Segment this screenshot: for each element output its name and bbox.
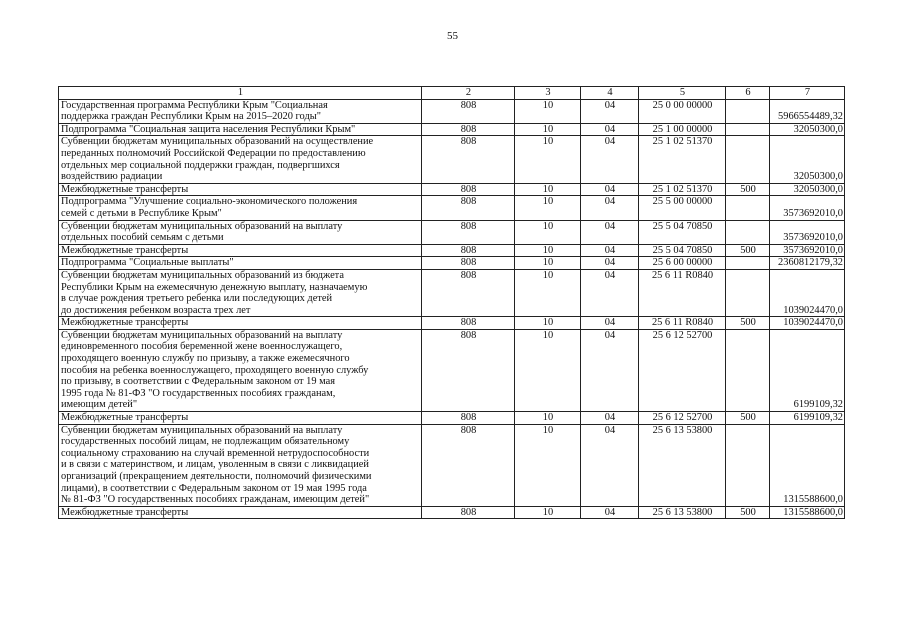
ministry-code-cell: 808 — [422, 220, 515, 244]
item-name-cell: Субвенции бюджетам муниципальных образований на выплату единовременного пособия беременной жене военнослужащего, проходящего военную службу по призыву, а также ежемесячного пособия на ребенка военнослужащего, проходящего военную службу по призыву, в соответствии с Федеральным законом от 19 мая 1995 года № 81-ФЗ "О государственных пособиях гражданам, имеющим детей" — [59, 329, 422, 411]
target-item-code-cell: 25 1 02 51370 — [639, 136, 726, 183]
ministry-code-cell: 808 — [422, 136, 515, 183]
target-item-code-cell: 25 6 12 52700 — [639, 329, 726, 411]
amount-cell: 1315588600,0 — [770, 506, 845, 519]
subsection-code-cell: 04 — [581, 424, 639, 506]
section-code-cell: 10 — [515, 257, 581, 270]
target-item-code-cell: 25 1 02 51370 — [639, 183, 726, 196]
expense-type-code-cell — [726, 269, 770, 316]
subsection-code-cell: 04 — [581, 99, 639, 123]
amount-cell: 1315588600,0 — [770, 424, 845, 506]
section-code-cell: 10 — [515, 183, 581, 196]
item-name-cell: Межбюджетные трансферты — [59, 506, 422, 519]
expense-type-code-cell: 500 — [726, 183, 770, 196]
subsection-code-cell: 04 — [581, 257, 639, 270]
subsection-code-cell: 04 — [581, 329, 639, 411]
header-row — [59, 87, 845, 100]
section-code-cell: 10 — [515, 123, 581, 136]
section-code-cell: 10 — [515, 506, 581, 519]
ministry-code-cell: 808 — [422, 183, 515, 196]
expense-type-code-cell: 500 — [726, 506, 770, 519]
target-item-code-cell: 25 5 04 70850 — [639, 220, 726, 244]
item-name-cell: Субвенции бюджетам муниципальных образований на выплату отдельных пособий семьям с детьми — [59, 220, 422, 244]
header-col-2: 2 — [422, 87, 515, 100]
amount-cell: 2360812179,32 — [770, 257, 845, 270]
section-code-cell: 10 — [515, 196, 581, 220]
budget-table — [58, 86, 845, 519]
target-item-code-cell: 25 6 11 R0840 — [639, 317, 726, 330]
section-code-cell: 10 — [515, 136, 581, 183]
subsection-code-cell: 04 — [581, 220, 639, 244]
item-name-cell: Межбюджетные трансферты — [59, 317, 422, 330]
section-code-cell: 10 — [515, 220, 581, 244]
ministry-code-cell: 808 — [422, 317, 515, 330]
item-name-cell: Подпрограмма "Социальные выплаты" — [59, 257, 422, 270]
expense-type-code-cell: 500 — [726, 244, 770, 257]
item-name-cell: Подпрограмма "Улучшение социально-экономического положения семей с детьми в Республике Крым" — [59, 196, 422, 220]
header-col-1: 1 — [59, 87, 422, 100]
target-item-code-cell: 25 5 04 70850 — [639, 244, 726, 257]
expense-type-code-cell — [726, 99, 770, 123]
expense-type-code-cell: 500 — [726, 317, 770, 330]
ministry-code-cell: 808 — [422, 424, 515, 506]
subsection-code-cell: 04 — [581, 412, 639, 425]
header-col-3: 3 — [515, 87, 581, 100]
table-row — [59, 244, 845, 257]
item-name-cell: Межбюджетные трансферты — [59, 183, 422, 196]
table-row — [59, 317, 845, 330]
section-code-cell: 10 — [515, 269, 581, 316]
amount-cell: 1039024470,0 — [770, 269, 845, 316]
ministry-code-cell: 808 — [422, 412, 515, 425]
table-row — [59, 220, 845, 244]
section-code-cell: 10 — [515, 412, 581, 425]
subsection-code-cell: 04 — [581, 269, 639, 316]
ministry-code-cell: 808 — [422, 329, 515, 411]
ministry-code-cell: 808 — [422, 99, 515, 123]
amount-cell: 6199109,32 — [770, 412, 845, 425]
table-row — [59, 123, 845, 136]
table-row — [59, 136, 845, 183]
page-number: 55 — [447, 30, 458, 42]
table-row — [59, 412, 845, 425]
amount-cell: 3573692010,0 — [770, 196, 845, 220]
section-code-cell: 10 — [515, 424, 581, 506]
target-item-code-cell: 25 6 13 53800 — [639, 424, 726, 506]
table-row — [59, 183, 845, 196]
expense-type-code-cell: 500 — [726, 412, 770, 425]
table-row — [59, 269, 845, 316]
amount-cell: 6199109,32 — [770, 329, 845, 411]
subsection-code-cell: 04 — [581, 244, 639, 257]
item-name-cell: Субвенции бюджетам муниципальных образований из бюджета Республики Крым на ежемесячную денежную выплату, назначаемую в случае рождения третьего ребенка или последующих детей до достижения ребенком возраста трех лет — [59, 269, 422, 316]
amount-cell: 3573692010,0 — [770, 244, 845, 257]
item-name-cell: Субвенции бюджетам муниципальных образований на выплату государственных пособий лицам, не подлежащим обязательному социальному страхованию на случай временной нетрудоспособности и в связи с материнством, и лицам, уволенным в связи с ликвидацией организаций (прекращением деятельности, полномочий физическими лицами), в соответствии с Федеральным законом от 19 мая 1995 года № 81-ФЗ "О государственных пособиях гражданам, имеющим детей" — [59, 424, 422, 506]
expense-type-code-cell — [726, 257, 770, 270]
subsection-code-cell: 04 — [581, 183, 639, 196]
table-row — [59, 99, 845, 123]
ministry-code-cell: 808 — [422, 506, 515, 519]
section-code-cell: 10 — [515, 99, 581, 123]
ministry-code-cell: 808 — [422, 257, 515, 270]
amount-cell: 32050300,0 — [770, 136, 845, 183]
subsection-code-cell: 04 — [581, 196, 639, 220]
target-item-code-cell: 25 6 13 53800 — [639, 506, 726, 519]
item-name-cell: Субвенции бюджетам муниципальных образований на осуществление переданных полномочий Российской Федерации по предоставлению отдельных мер социальной поддержки граждан, подвергшихся воздействию радиации — [59, 136, 422, 183]
item-name-cell: Межбюджетные трансферты — [59, 244, 422, 257]
table-row — [59, 424, 845, 506]
target-item-code-cell: 25 5 00 00000 — [639, 196, 726, 220]
amount-cell: 1039024470,0 — [770, 317, 845, 330]
target-item-code-cell: 25 6 12 52700 — [639, 412, 726, 425]
table-row — [59, 257, 845, 270]
target-item-code-cell: 25 6 00 00000 — [639, 257, 726, 270]
header-col-4: 4 — [581, 87, 639, 100]
table-row — [59, 329, 845, 411]
amount-cell: 32050300,0 — [770, 183, 845, 196]
subsection-code-cell: 04 — [581, 123, 639, 136]
ministry-code-cell: 808 — [422, 196, 515, 220]
subsection-code-cell: 04 — [581, 136, 639, 183]
header-col-6: 6 — [726, 87, 770, 100]
header-col-5: 5 — [639, 87, 726, 100]
ministry-code-cell: 808 — [422, 269, 515, 316]
expense-type-code-cell — [726, 424, 770, 506]
table-body — [59, 99, 845, 519]
expense-type-code-cell — [726, 136, 770, 183]
header-col-7: 7 — [770, 87, 845, 100]
amount-cell: 32050300,0 — [770, 123, 845, 136]
target-item-code-cell: 25 6 11 R0840 — [639, 269, 726, 316]
expense-type-code-cell — [726, 123, 770, 136]
amount-cell: 3573692010,0 — [770, 220, 845, 244]
section-code-cell: 10 — [515, 244, 581, 257]
expense-type-code-cell — [726, 329, 770, 411]
item-name-cell: Подпрограмма "Социальная защита населения Республики Крым" — [59, 123, 422, 136]
expense-type-code-cell — [726, 196, 770, 220]
section-code-cell: 10 — [515, 317, 581, 330]
amount-cell: 5966554489,32 — [770, 99, 845, 123]
table-row — [59, 506, 845, 519]
item-name-cell: Межбюджетные трансферты — [59, 412, 422, 425]
item-name-cell: Государственная программа Республики Крым "Социальная поддержка граждан Республики Крым на 2015–2020 годы" — [59, 99, 422, 123]
subsection-code-cell: 04 — [581, 317, 639, 330]
expense-type-code-cell — [726, 220, 770, 244]
ministry-code-cell: 808 — [422, 244, 515, 257]
subsection-code-cell: 04 — [581, 506, 639, 519]
target-item-code-cell: 25 0 00 00000 — [639, 99, 726, 123]
table-row — [59, 196, 845, 220]
section-code-cell: 10 — [515, 329, 581, 411]
target-item-code-cell: 25 1 00 00000 — [639, 123, 726, 136]
ministry-code-cell: 808 — [422, 123, 515, 136]
